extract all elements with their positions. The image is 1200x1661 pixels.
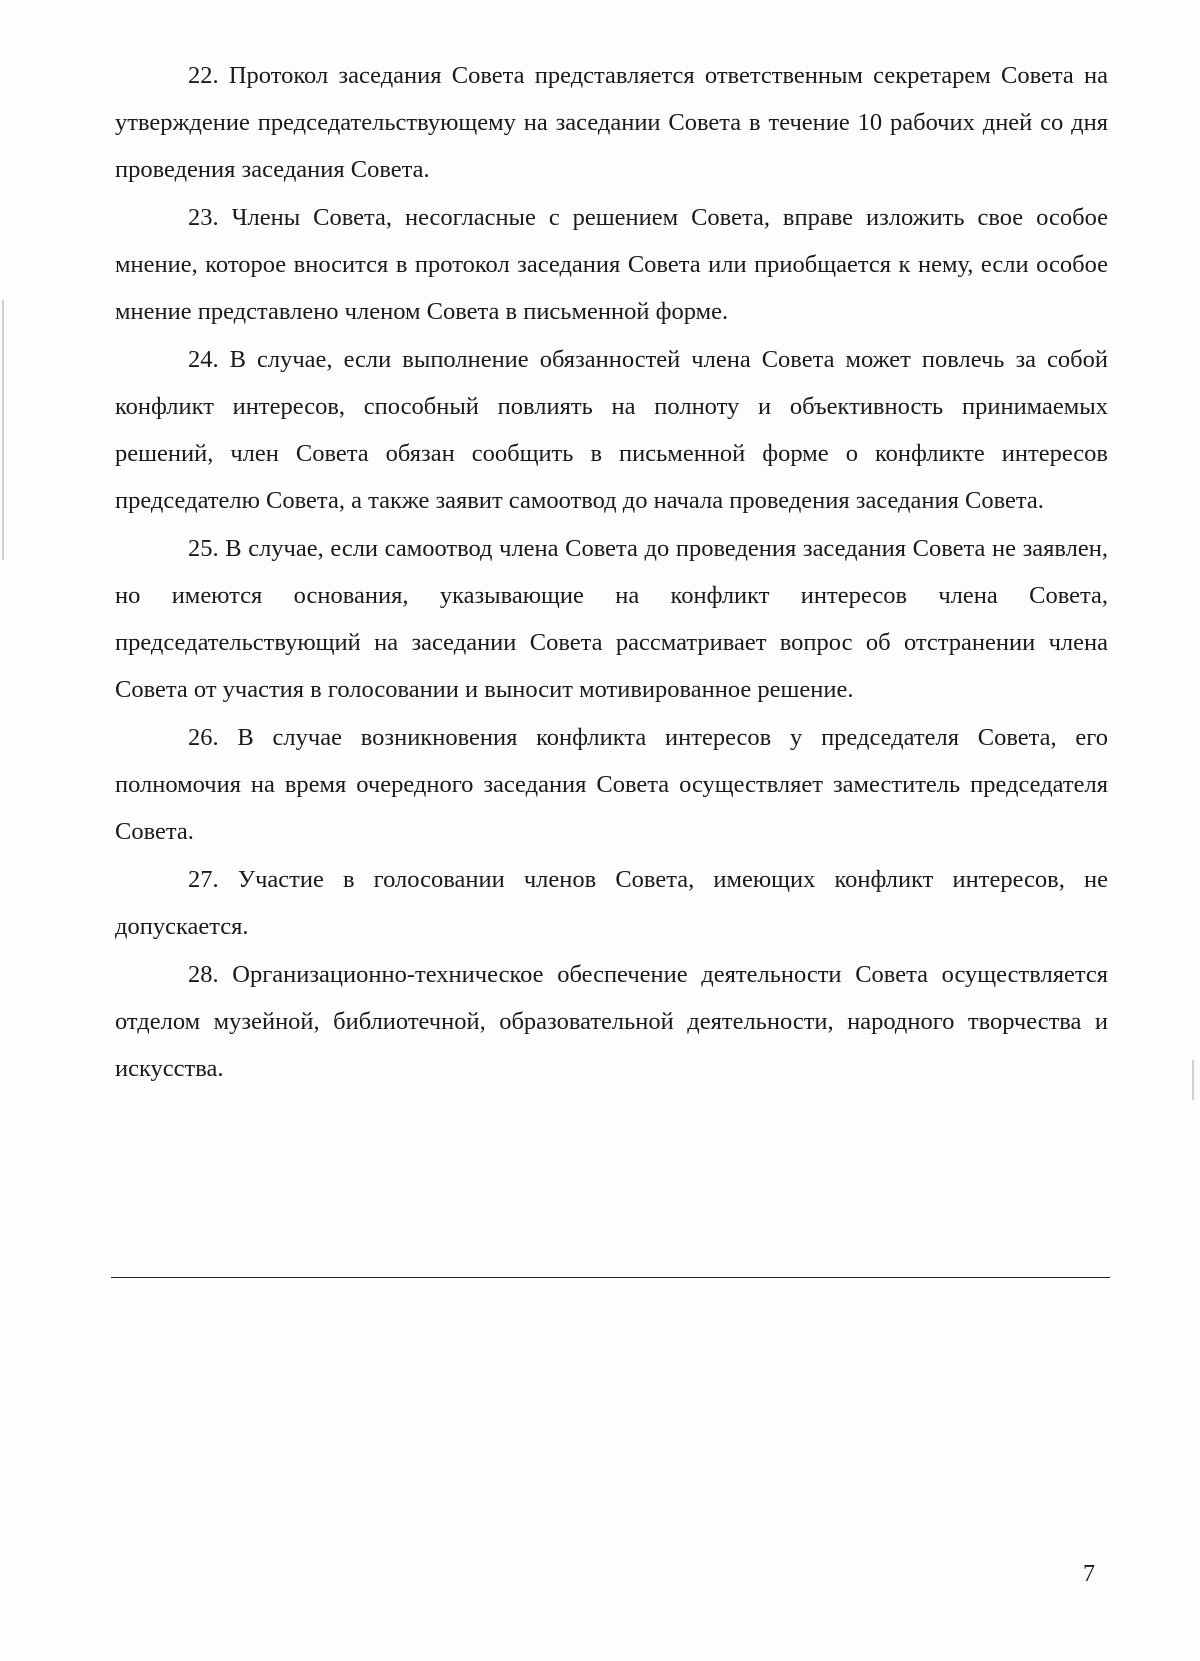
paragraph-28: 28. Организационно-техническое обеспечение деятельности Совета осуществляется отделом музейной, библиотечной, образовательной деятельности, народного творчества и искусства. <box>115 961 1108 1082</box>
scan-edge-mark <box>1192 1060 1194 1100</box>
paragraph-24: 24. В случае, если выполнение обязанностей члена Совета может повлечь за собой конфликт интересов, способный повлиять на полноту и объективность принимаемых решений, член Совета обязан сообщить в письменной форме о конфликте интересов председателю Совета, а также заявит самоотвод до начала проведения заседания Совета. <box>115 346 1108 514</box>
paragraph-25: 25. В случае, если самоотвод члена Совета до проведения заседания Совета не заявлен, но имеются основания, указывающие на конфликт интересов члена Совета, председательствующий на заседании Совета рассматривает вопрос об отстранении члена Совета от участия в голосовании и выносит мотивированное решение. <box>115 535 1108 703</box>
document-body <box>115 52 1108 1092</box>
paragraph-23: 23. Члены Совета, несогласные с решением Совета, вправе изложить свое особое мнение, которое вносится в протокол заседания Совета или приобщается к нему, если особое мнение представлено членом Совета в письменной форме. <box>115 204 1108 325</box>
page-number: 7 <box>1083 1561 1095 1587</box>
end-of-text-divider <box>111 1277 1110 1278</box>
paragraph-26: 26. В случае возникновения конфликта интересов у председателя Совета, его полномочия на время очередного заседания Совета осуществляет заместитель председателя Совета. <box>115 724 1108 845</box>
scan-edge-mark <box>2 300 4 560</box>
paragraph-27: 27. Участие в голосовании членов Совета, имеющих конфликт интересов, не допускается. <box>115 866 1108 940</box>
paragraph-22: 22. Протокол заседания Совета представляется ответственным секретарем Совета на утверждение председательствующему на заседании Совета в течение 10 рабочих дней со дня проведения заседания Совета. <box>115 62 1108 183</box>
